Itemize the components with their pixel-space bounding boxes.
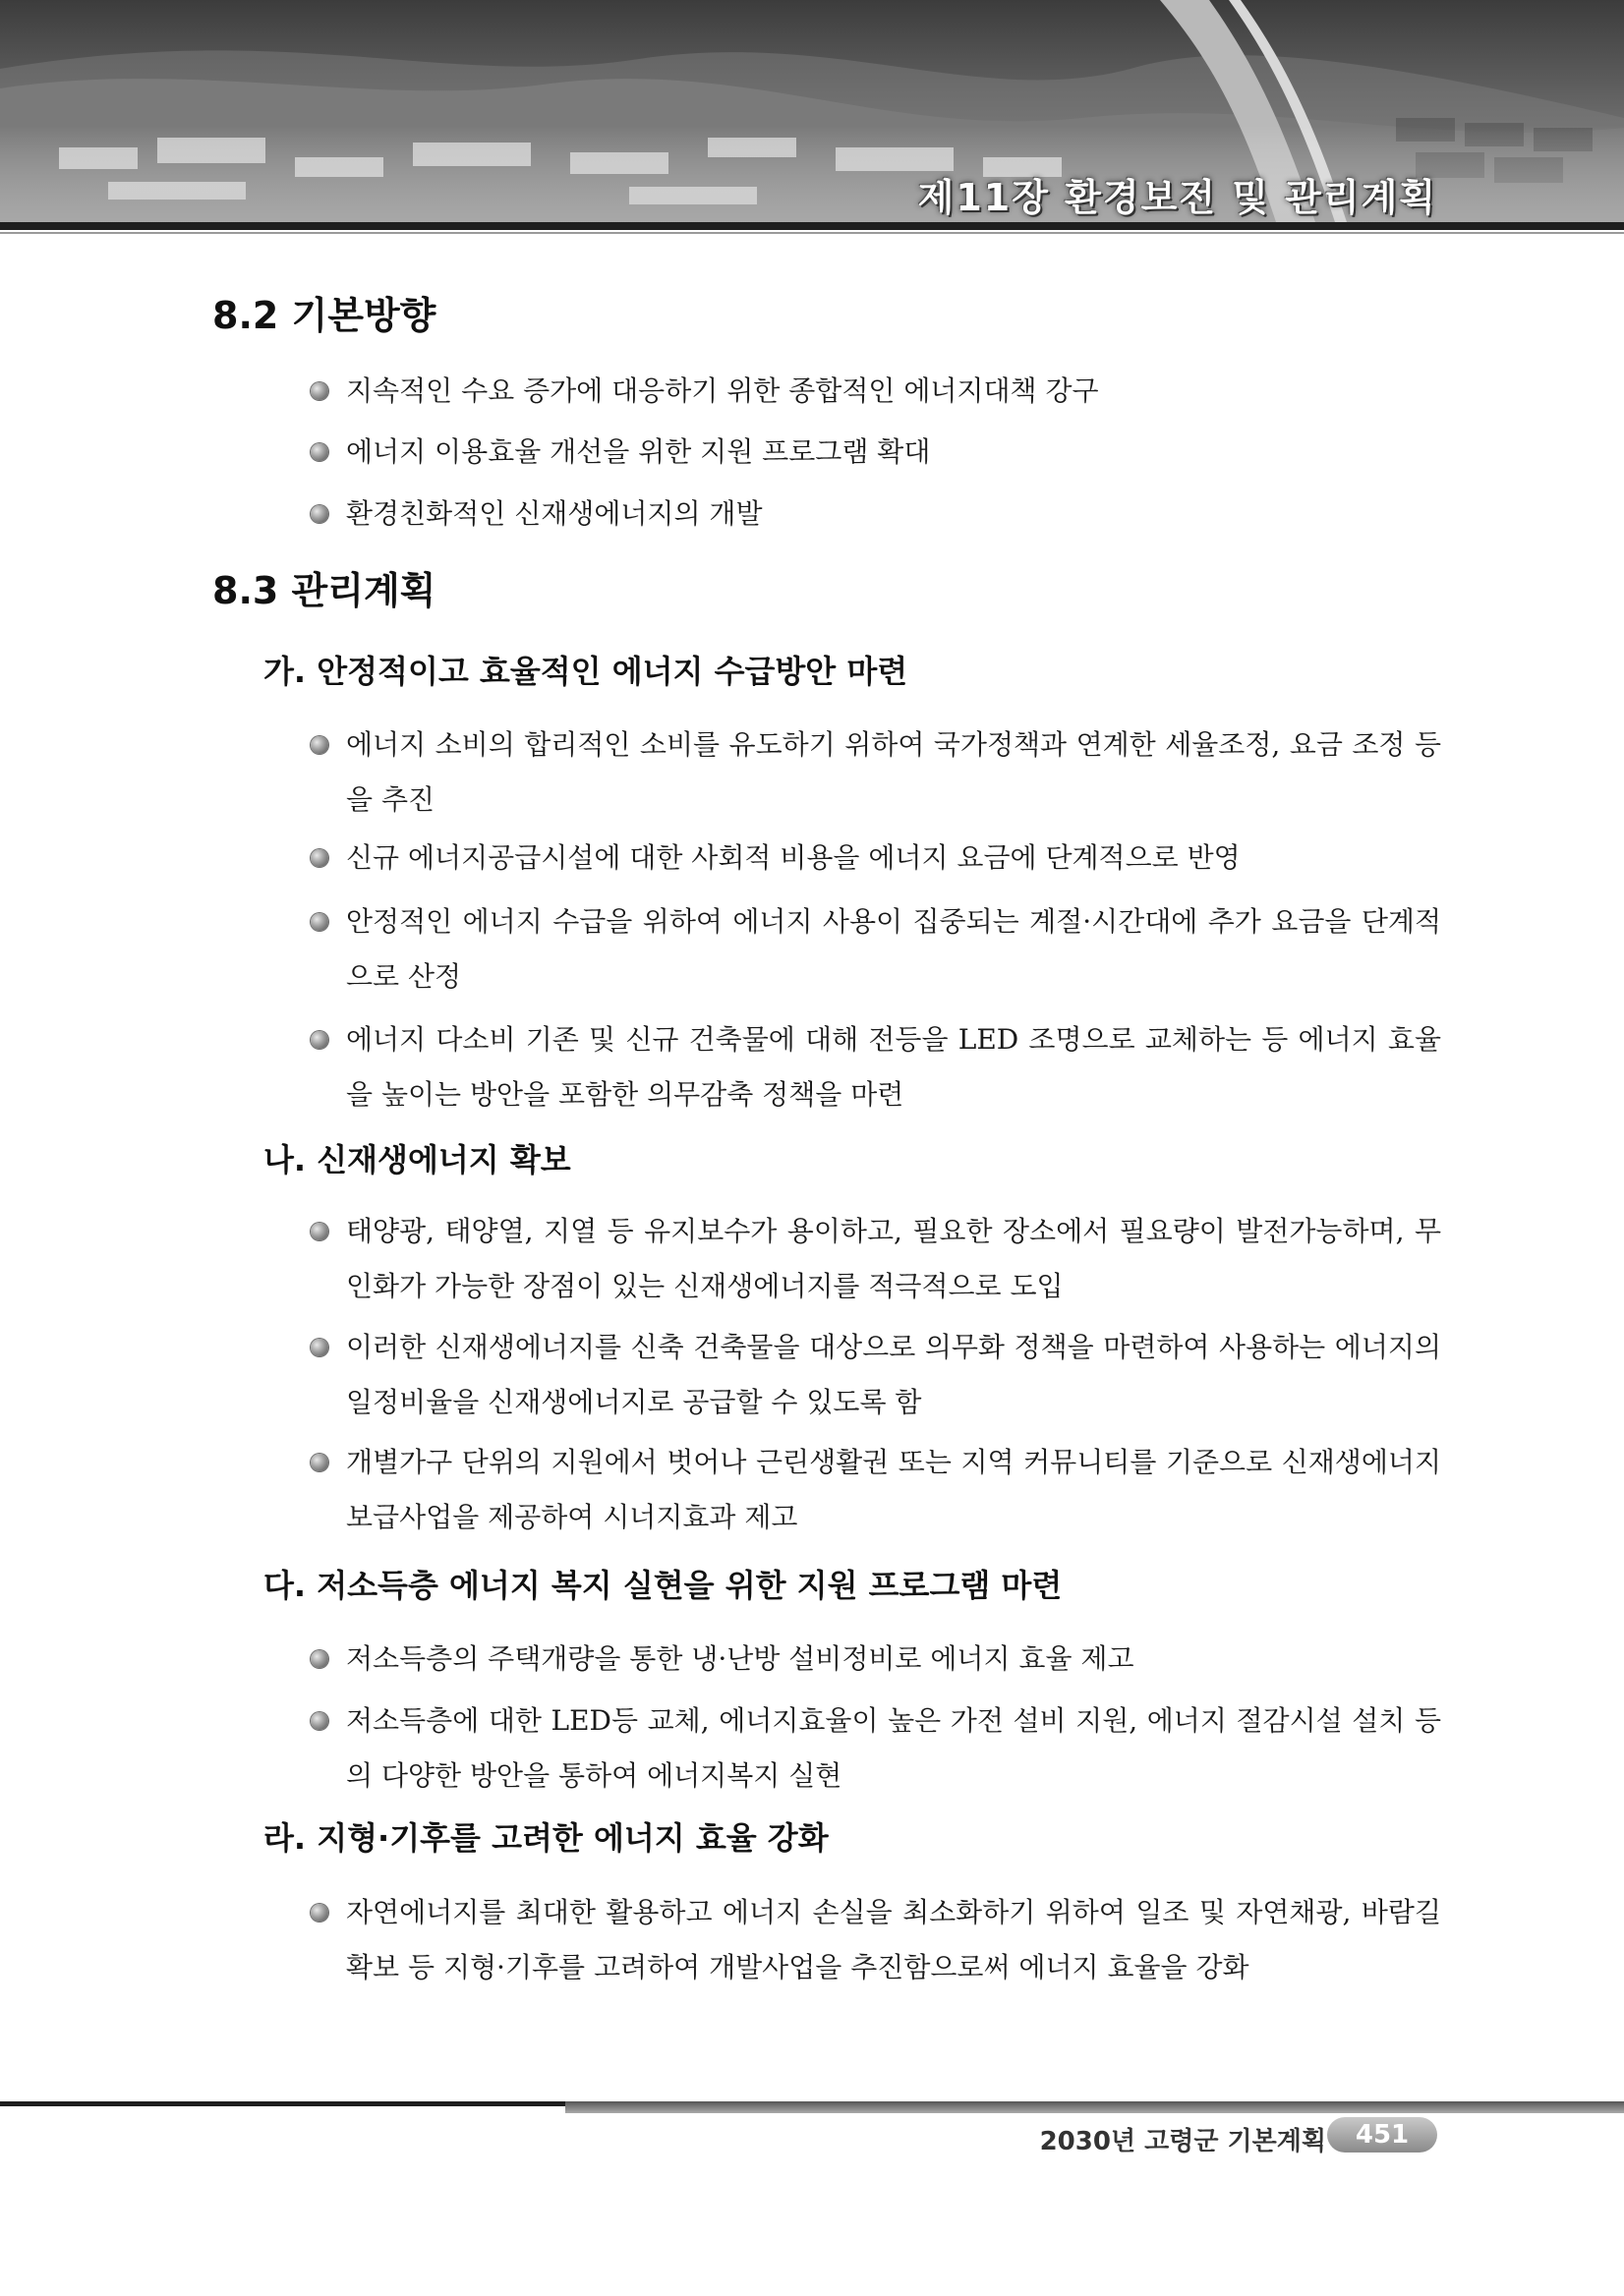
- bullet-item: [311, 1012, 1441, 1122]
- bullet-item: [311, 831, 1441, 886]
- page-number-badge: 451: [1327, 2117, 1437, 2152]
- bullet-item: [311, 1320, 1441, 1430]
- bullet-icon: [311, 1650, 328, 1668]
- bullet-icon: [311, 1712, 328, 1730]
- bullet-item: [311, 1632, 1441, 1687]
- bullet-text: 환경친화적인 신재생에너지의 개발: [346, 497, 763, 530]
- bullet-icon: [311, 443, 328, 461]
- bullet-text: 안정적인 에너지 수급을 위하여 에너지 사용이 집중되는 계절·시간대에 추가 요금을 단계적으로 산정: [346, 905, 1441, 993]
- footer-book-title: 2030년 고령군 기본계획: [1039, 2127, 1326, 2156]
- bullet-item: [311, 894, 1441, 1004]
- bullet-icon: [311, 1454, 328, 1471]
- bullet-item: [311, 364, 1441, 419]
- bullet-text: 자연에너지를 최대한 활용하고 에너지 손실을 최소화하기 위하여 일조 및 자연채광, 바람길 확보 등 지형·기후를 고려하여 개발사업을 추진함으로써 에너지 효율을 강화: [346, 1896, 1441, 1983]
- bullet-text: 이러한 신재생에너지를 신축 건축물을 대상으로 의무화 정책을 마련하여 사용하는 에너지의 일정비율을 신재생에너지로 공급할 수 있도록 함: [346, 1331, 1441, 1418]
- header-rule-thin: [0, 232, 1624, 234]
- header-rule: [0, 222, 1624, 230]
- bullet-text: 저소득층에 대한 LED등 교체, 에너지효율이 높은 가전 설비 지원, 에너지 절감시설 설치 등의 다양한 방안을 통하여 에너지복지 실현: [346, 1704, 1441, 1792]
- bullet-icon: [311, 913, 328, 931]
- subsection-title: 다. 저소득층 에너지 복지 실현을 위한 지원 프로그램 마련: [263, 1567, 1063, 1604]
- section-title: 8.3 관리계획: [212, 569, 436, 612]
- bullet-icon: [311, 1031, 328, 1049]
- chapter-title: 제11장 환경보전 및 관리계획: [917, 176, 1437, 219]
- bullet-text: 저소득층의 주택개량을 통한 냉·난방 설비정비로 에너지 효율 제고: [346, 1642, 1134, 1675]
- bullet-icon: [311, 505, 328, 523]
- bullet-icon: [311, 1339, 328, 1356]
- bullet-text: 태양광, 태양열, 지열 등 유지보수가 용이하고, 필요한 장소에서 필요량이 발전가능하며, 무인화가 가능한 장점이 있는 신재생에너지를 적극적으로 도입: [346, 1215, 1441, 1302]
- bullet-text: 에너지 이용효율 개선을 위한 지원 프로그램 확대: [346, 435, 931, 468]
- header-banner: [0, 0, 1624, 228]
- footer-rule-accent: [565, 2101, 1624, 2113]
- subsection-title: 나. 신재생에너지 확보: [263, 1141, 571, 1178]
- bullet-text: 지속적인 수요 증가에 대응하기 위한 종합적인 에너지대책 강구: [346, 374, 1099, 407]
- bullet-text: 에너지 소비의 합리적인 소비를 유도하기 위하여 국가정책과 연계한 세율조정, 요금 조정 등을 추진: [346, 728, 1441, 816]
- bullet-item: [311, 1693, 1441, 1804]
- bullet-item: [311, 425, 1441, 480]
- bullet-item: [311, 1435, 1441, 1545]
- bullet-text: 신규 에너지공급시설에 대한 사회적 비용을 에너지 요금에 단계적으로 반영: [346, 841, 1241, 874]
- bullet-icon: [311, 1904, 328, 1922]
- bullet-item: [311, 718, 1441, 828]
- subsection-title: 가. 안정적이고 효율적인 에너지 수급방안 마련: [263, 653, 908, 690]
- section-title: 8.2 기본방향: [212, 294, 436, 337]
- bullet-item: [311, 1885, 1441, 1995]
- bullet-item: [311, 487, 1441, 542]
- subsection-title: 라. 지형·기후를 고려한 에너지 효율 강화: [263, 1819, 829, 1857]
- bullet-icon: [311, 849, 328, 867]
- bullet-item: [311, 1204, 1441, 1314]
- bullet-icon: [311, 736, 328, 754]
- bullet-icon: [311, 1223, 328, 1240]
- bullet-text: 에너지 다소비 기존 및 신규 건축물에 대해 전등을 LED 조명으로 교체하는 등 에너지 효율을 높이는 방안을 포함한 의무감축 정책을 마련: [346, 1023, 1441, 1111]
- bullet-text: 개별가구 단위의 지원에서 벗어나 근린생활권 또는 지역 커뮤니티를 기준으로 신재생에너지 보급사업을 제공하여 시너지효과 제고: [346, 1446, 1441, 1533]
- bullet-icon: [311, 382, 328, 400]
